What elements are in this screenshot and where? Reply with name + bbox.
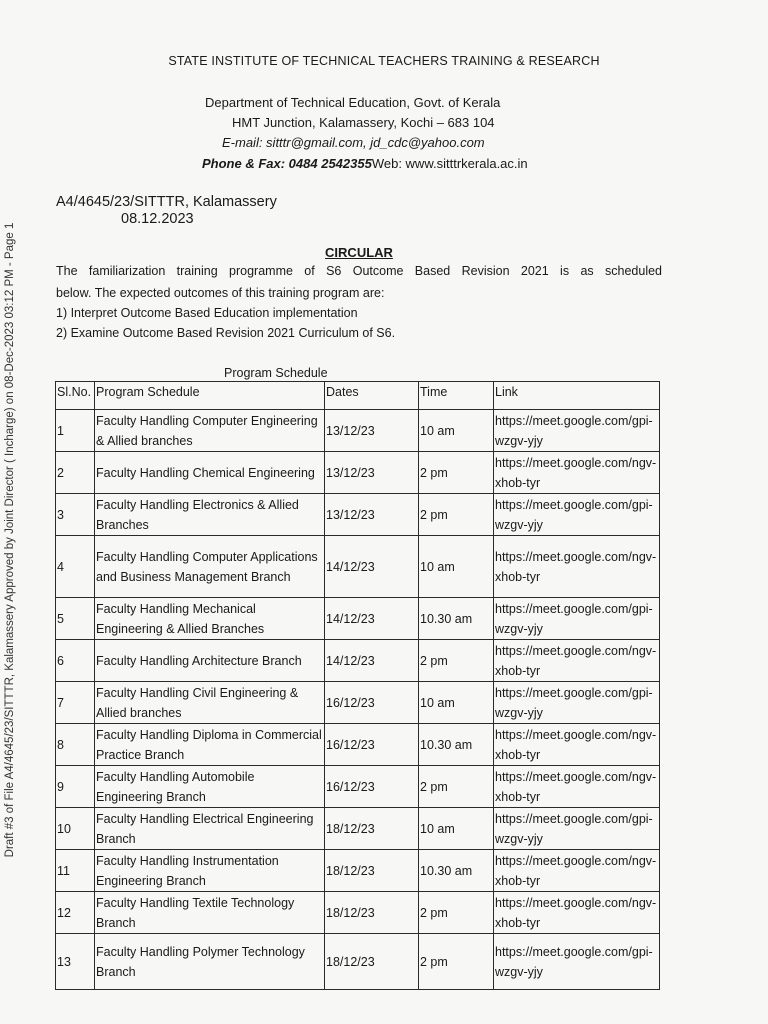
cell-date: 14/12/23 <box>325 536 419 598</box>
cell-link[interactable]: https://meet.google.com/ngv-xhob-tyr <box>494 892 660 934</box>
cell-time: 10.30 am <box>419 850 494 892</box>
header-link: Link <box>494 382 660 410</box>
table-row <box>56 410 660 452</box>
cell-link[interactable]: https://meet.google.com/gpi-wzgv-yjy <box>494 598 660 640</box>
cell-slno: 9 <box>56 766 95 808</box>
table-header-row <box>56 382 660 410</box>
cell-slno: 13 <box>56 934 95 990</box>
cell-link[interactable]: https://meet.google.com/gpi-wzgv-yjy <box>494 934 660 990</box>
table-row <box>56 850 660 892</box>
table-row <box>56 682 660 724</box>
cell-link[interactable]: https://meet.google.com/ngv-xhob-tyr <box>494 536 660 598</box>
cell-link[interactable]: https://meet.google.com/ngv-xhob-tyr <box>494 850 660 892</box>
cell-time: 10 am <box>419 682 494 724</box>
table-row <box>56 598 660 640</box>
cell-slno: 3 <box>56 494 95 536</box>
table-row <box>56 536 660 598</box>
cell-slno: 10 <box>56 808 95 850</box>
cell-time: 2 pm <box>419 934 494 990</box>
table-row <box>56 724 660 766</box>
phone-fax: Phone & Fax: 0484 2542355 <box>202 156 372 171</box>
website: Web: www.sitttrkerala.ac.in <box>371 156 528 171</box>
cell-time: 10 am <box>419 410 494 452</box>
cell-slno: 11 <box>56 850 95 892</box>
table-row <box>56 766 660 808</box>
email-line: E-mail: sitttr@gmail.com, jd_cdc@yahoo.com <box>222 135 485 150</box>
cell-date: 14/12/23 <box>325 640 419 682</box>
table-row <box>56 892 660 934</box>
cell-date: 18/12/23 <box>325 850 419 892</box>
circular-date: 08.12.2023 <box>121 211 194 227</box>
header-slno: Sl.No. <box>56 382 95 410</box>
program-schedule-table <box>55 381 660 990</box>
table-caption: Program Schedule <box>224 366 328 380</box>
table-row <box>56 640 660 682</box>
cell-date: 16/12/23 <box>325 724 419 766</box>
cell-time: 10.30 am <box>419 598 494 640</box>
cell-date: 18/12/23 <box>325 808 419 850</box>
cell-link[interactable]: https://meet.google.com/gpi-wzgv-yjy <box>494 494 660 536</box>
cell-program: Faculty Handling Computer Engineering & Allied branches <box>95 410 325 452</box>
cell-date: 13/12/23 <box>325 452 419 494</box>
cell-program: Faculty Handling Architecture Branch <box>95 640 325 682</box>
circular-title: CIRCULAR <box>325 245 393 260</box>
table-row <box>56 452 660 494</box>
cell-link[interactable]: https://meet.google.com/ngv-xhob-tyr <box>494 640 660 682</box>
cell-date: 13/12/23 <box>325 494 419 536</box>
cell-program: Faculty Handling Electronics & Allied Branches <box>95 494 325 536</box>
cell-slno: 6 <box>56 640 95 682</box>
table-row <box>56 934 660 990</box>
cell-slno: 5 <box>56 598 95 640</box>
cell-program: Faculty Handling Electrical Engineering Branch <box>95 808 325 850</box>
header-time: Time <box>419 382 494 410</box>
cell-time: 10 am <box>419 536 494 598</box>
cell-time: 2 pm <box>419 494 494 536</box>
cell-program: Faculty Handling Textile Technology Branch <box>95 892 325 934</box>
cell-program: Faculty Handling Instrumentation Engineering Branch <box>95 850 325 892</box>
intro-line-2: below. The expected outcomes of this training program are: <box>56 286 385 300</box>
cell-time: 2 pm <box>419 640 494 682</box>
cell-link[interactable]: https://meet.google.com/gpi-wzgv-yjy <box>494 808 660 850</box>
cell-slno: 1 <box>56 410 95 452</box>
cell-link[interactable]: https://meet.google.com/gpi-wzgv-yjy <box>494 410 660 452</box>
cell-time: 2 pm <box>419 766 494 808</box>
address-line: HMT Junction, Kalamassery, Kochi – 683 104 <box>232 115 495 130</box>
header-program-schedule: Program Schedule <box>95 382 325 410</box>
cell-time: 10.30 am <box>419 724 494 766</box>
cell-time: 10 am <box>419 808 494 850</box>
cell-slno: 2 <box>56 452 95 494</box>
table-body <box>56 410 660 990</box>
cell-slno: 4 <box>56 536 95 598</box>
cell-program: Faculty Handling Automobile Engineering Branch <box>95 766 325 808</box>
cell-program: Faculty Handling Diploma in Commercial Practice Branch <box>95 724 325 766</box>
table-row <box>56 808 660 850</box>
cell-time: 2 pm <box>419 892 494 934</box>
table-row <box>56 494 660 536</box>
cell-link[interactable]: https://meet.google.com/ngv-xhob-tyr <box>494 724 660 766</box>
page-margin-note <box>0 0 20 1024</box>
department-line: Department of Technical Education, Govt. of Kerala <box>205 95 501 110</box>
cell-link[interactable]: https://meet.google.com/ngv-xhob-tyr <box>494 452 660 494</box>
cell-time: 2 pm <box>419 452 494 494</box>
cell-slno: 12 <box>56 892 95 934</box>
contact-line <box>202 156 528 171</box>
institute-name: STATE INSTITUTE OF TECHNICAL TEACHERS TRAINING & RESEARCH <box>168 54 600 68</box>
cell-date: 16/12/23 <box>325 766 419 808</box>
header-dates: Dates <box>325 382 419 410</box>
cell-program: Faculty Handling Chemical Engineering <box>95 452 325 494</box>
cell-date: 13/12/23 <box>325 410 419 452</box>
cell-slno: 8 <box>56 724 95 766</box>
cell-date: 18/12/23 <box>325 892 419 934</box>
cell-date: 14/12/23 <box>325 598 419 640</box>
cell-date: 18/12/23 <box>325 934 419 990</box>
intro-line-1: The familiarization training programme of S6 Outcome Based Revision 2021 is as scheduled <box>56 264 662 278</box>
cell-program: Faculty Handling Computer Applications and Business Management Branch <box>95 536 325 598</box>
cell-date: 16/12/23 <box>325 682 419 724</box>
cell-link[interactable]: https://meet.google.com/gpi-wzgv-yjy <box>494 682 660 724</box>
cell-slno: 7 <box>56 682 95 724</box>
cell-program: Faculty Handling Mechanical Engineering & Allied Branches <box>95 598 325 640</box>
cell-link[interactable]: https://meet.google.com/ngv-xhob-tyr <box>494 766 660 808</box>
cell-program: Faculty Handling Polymer Technology Branch <box>95 934 325 990</box>
reference-number: A4/4645/23/SITTTR, Kalamassery <box>56 194 277 210</box>
cell-program: Faculty Handling Civil Engineering & Allied branches <box>95 682 325 724</box>
outcome-1: 1) Interpret Outcome Based Education implementation <box>56 306 358 320</box>
draft-approval-note: Draft #3 of File A4/4645/23/SITTTR, Kalamassery Approved by Joint Director ( Incharge) on 08-Dec-2023 03:12 PM - Page 1 <box>4 222 16 858</box>
outcome-2: 2) Examine Outcome Based Revision 2021 Curriculum of S6. <box>56 326 396 340</box>
